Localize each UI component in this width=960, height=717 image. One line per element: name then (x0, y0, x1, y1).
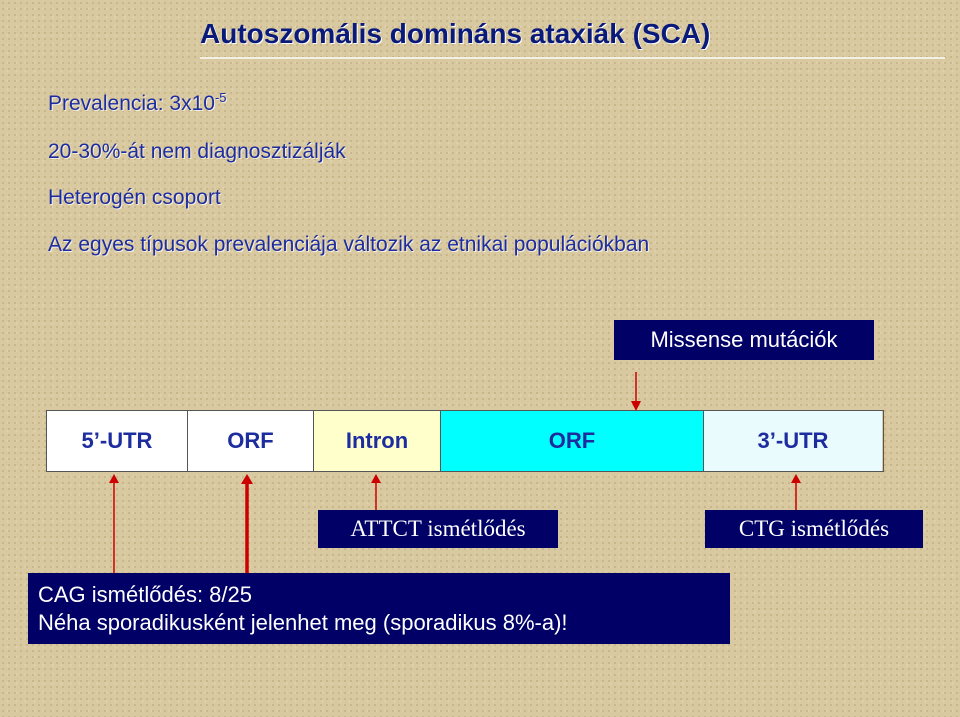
gene-segment-intron: Intron (314, 411, 441, 471)
gene-segment-orf-1: ORF (188, 411, 314, 471)
cag-repeat-box (28, 573, 730, 644)
missense-mutations-label: Missense mutációk (614, 320, 874, 360)
bullet-heterogeneous: Heterogén csoport (48, 186, 221, 209)
attct-arrow-head (371, 474, 381, 483)
cag-repeat-line: CAG ismétlődés: 8/25 (38, 582, 252, 607)
missense-arrow-head (631, 401, 641, 411)
prevalence-exponent: -5 (214, 90, 227, 105)
bullet-undiagnosed: 20-30%-át nem diagnosztizálják (48, 140, 346, 163)
cag-arrow-head (241, 474, 253, 484)
attct-repeat-label: ATTCT ismétlődés (318, 510, 558, 548)
slide-title: Autoszomális domináns ataxiák (SCA) (200, 18, 711, 49)
gene-segment-5utr: 5’-UTR (47, 411, 188, 471)
bullet-ethnic-variation: Az egyes típusok prevalenciája változik az etnikai populációkban (48, 233, 650, 256)
prevalence-text: Prevalencia: 3x10 (48, 92, 215, 115)
ctg-arrow-head (791, 474, 801, 483)
gene-segment-3utr: 3’-UTR (704, 411, 882, 471)
gene-segment-orf-2: ORF (441, 411, 704, 471)
utr5-arrow-head (109, 474, 119, 483)
ctg-repeat-label: CTG ismétlődés (705, 510, 923, 548)
sporadic-note-line: Néha sporadikusként jelenhet meg (sporadikus 8%-a)! (38, 610, 568, 635)
